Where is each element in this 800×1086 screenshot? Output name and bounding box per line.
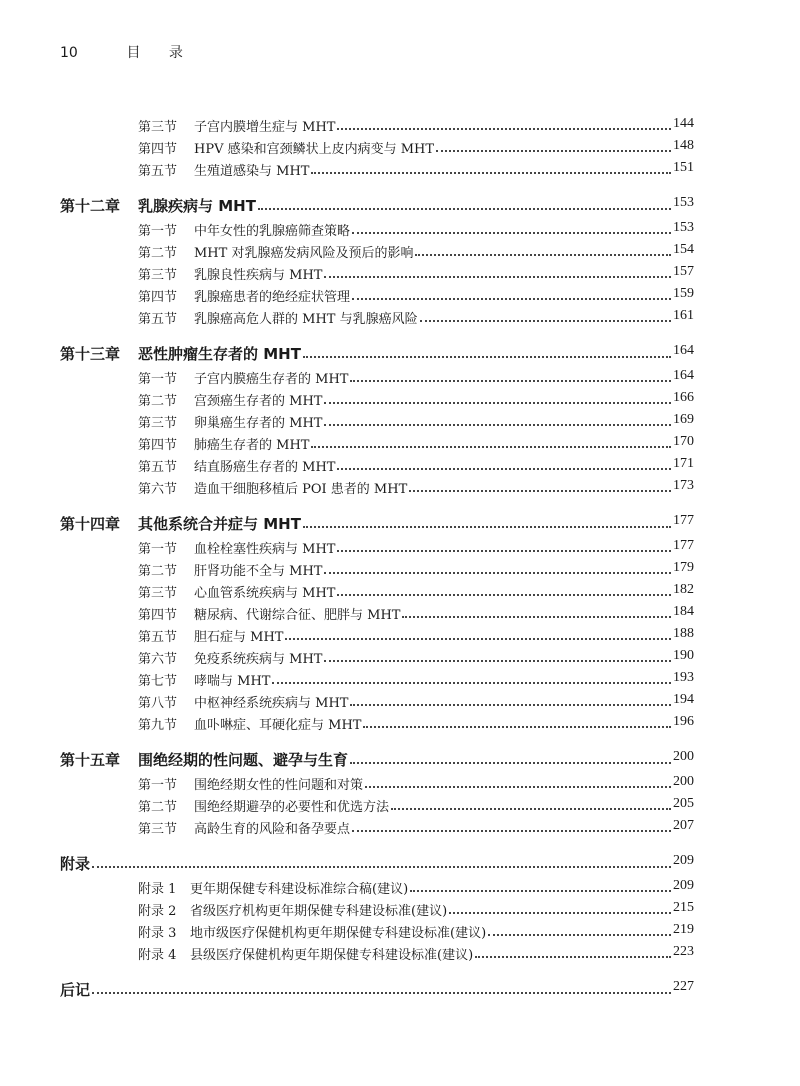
toc-section-row[interactable] [0,714,800,736]
toc-section-row[interactable] [0,648,800,670]
toc-entry-title: 围绝经期女性的性问题和对策 [194,778,364,793]
toc-leader-dots [92,866,671,868]
toc-leader-dots [352,232,671,234]
toc-leader-dots [420,320,671,322]
toc-entry-title: 围绝经期避孕的必要性和优选方法 [194,800,390,815]
toc-leader-dots [337,594,671,596]
toc-appendix-row[interactable] [0,922,800,944]
toc-leader-dots [258,208,671,210]
toc-entry-title: 更年期保健专科建设标准综合稿(建议) [190,882,409,897]
toc-section-row[interactable] [0,774,800,796]
toc-entry-title: 胆石症与 MHT [194,630,284,645]
toc-entry-label [138,670,270,689]
toc-leader-dots [337,468,671,470]
toc-page-number: 219 [673,922,694,937]
toc-section-row[interactable] [0,308,800,330]
toc-appendix-row[interactable] [0,878,800,900]
toc-page-number: 184 [673,604,694,619]
toc-entry-label [138,692,348,711]
toc-entry-label [60,343,301,364]
toc-entry-number: 第一节 [138,224,178,239]
toc-leader-dots [402,616,671,618]
toc-entry-number: 第三节 [138,268,178,283]
toc-entry-label [138,648,322,667]
toc-page-number: 190 [673,648,694,663]
toc-leader-dots [337,550,671,552]
toc-leader-dots [337,128,671,130]
toc-entry-number: 第一节 [138,778,178,793]
toc-entry-label [138,220,350,239]
toc-entry-title: 心血管系统疾病与 MHT [194,586,336,601]
page-number: 10 [60,45,78,61]
toc-page-number: 193 [673,670,694,685]
toc-entry-number: 第九节 [138,718,178,733]
toc-entry-label [138,138,434,157]
toc-entry-title: MHT 对乳腺癌发病风险及预后的影响 [194,246,414,261]
toc-entry-number: 第三节 [138,822,178,837]
toc-entry-label [138,774,363,793]
toc-entry-label [60,979,90,1000]
toc-page-number: 164 [673,343,694,358]
toc-entry-title: 结直肠癌生存者的 MHT [194,460,336,475]
toc-entry-title: 附录 [60,855,91,873]
toc-leader-dots [475,956,671,958]
toc-entry-number: 第二节 [138,800,178,815]
toc-entry-label [60,513,301,534]
toc-entry-number: 第十五章 [60,751,121,769]
toc-entry-label [138,900,447,919]
toc-section-row[interactable] [0,456,800,478]
toc-leader-dots [365,786,671,788]
toc-page-number: 159 [673,286,694,301]
toc-entry-title: 乳腺癌高危人群的 MHT 与乳腺癌风险 [194,312,418,327]
toc-page-number: 144 [673,116,694,131]
toc-entry-number: 第五节 [138,460,178,475]
toc-entry-title: 县级医疗保健机构更年期保健专科建设标准(建议) [190,948,474,963]
toc-leader-dots [303,526,671,528]
toc-entry-number: 第二节 [138,564,178,579]
toc-entry-title: 中枢神经系统疾病与 MHT [194,696,349,711]
page-title: 目 录 [126,45,195,61]
toc-leader-dots [350,380,671,382]
toc-entry-number: 第六节 [138,482,178,497]
toc-entry-label [138,538,335,557]
toc-entry-number: 第三节 [138,586,178,601]
toc-section-row[interactable] [0,478,800,500]
toc-section-row[interactable] [0,412,800,434]
toc-section-row[interactable] [0,796,800,818]
toc-section-row[interactable] [0,670,800,692]
toc-entry-number: 附录 4 [138,948,177,963]
toc-leader-dots [352,298,671,300]
toc-entry-label [138,604,400,623]
toc-entry-title: 糖尿病、代谢综合征、肥胖与 MHT [194,608,401,623]
toc-page-number: 188 [673,626,694,641]
toc-entry-number: 第七节 [138,674,178,689]
toc-entry-label [138,796,389,815]
toc-leader-dots [324,660,671,662]
toc-page-number: 209 [673,853,694,868]
toc-chapter-row[interactable] [0,979,800,1001]
toc-entry-number: 第十三章 [60,345,121,363]
toc-page-number: 148 [673,138,694,153]
toc-entry-title: 围绝经期的性问题、避孕与生育 [138,751,349,769]
toc-entry-label [60,853,90,874]
toc-leader-dots [285,638,671,640]
toc-page-number: 209 [673,878,694,893]
toc-entry-title: 生殖道感染与 MHT [194,164,310,179]
toc-entry-label [138,582,335,601]
toc-entry-title: 省级医疗机构更年期保健专科建设标准(建议) [190,904,448,919]
toc-page-number: 153 [673,220,694,235]
toc-page-number: 205 [673,796,694,811]
toc-page-number: 164 [673,368,694,383]
toc-entry-title: 乳腺癌患者的绝经症状管理 [194,290,351,305]
toc-section-row[interactable] [0,242,800,264]
toc-entry-label [138,626,283,645]
toc-entry-title: 血卟啉症、耳硬化症与 MHT [194,718,362,733]
toc-entry-label [138,160,309,179]
toc-page-number: 200 [673,749,694,764]
toc-entry-title: 其他系统合并症与 MHT [138,515,301,533]
toc-page-number: 215 [673,900,694,915]
toc-section-row[interactable] [0,368,800,390]
toc-page-number: 154 [673,242,694,257]
toc-entry-title: 造血干细胞移植后 POI 患者的 MHT [194,482,408,497]
toc-section-row[interactable] [0,560,800,582]
toc-leader-dots [488,934,671,936]
toc-leader-dots [363,726,671,728]
toc-section-row[interactable] [0,138,800,160]
toc-leader-dots [311,446,671,448]
toc-entry-label [138,456,335,475]
toc-entry-label [60,195,256,216]
toc-entry-title: 血栓栓塞性疾病与 MHT [194,542,336,557]
toc-section-row[interactable] [0,160,800,182]
toc-appendix-row[interactable] [0,944,800,966]
toc-entry-label [138,818,350,837]
toc-entry-number: 第四节 [138,438,178,453]
toc-entry-title: 高龄生育的风险和备孕要点 [194,822,351,837]
toc-leader-dots [272,682,671,684]
toc-leader-dots [324,572,671,574]
toc-entry-number: 第一节 [138,372,178,387]
toc-leader-dots [324,276,671,278]
toc-entry-label [138,116,335,135]
toc-entry-title: 后记 [60,981,91,999]
toc-page-number: 153 [673,195,694,210]
toc-entry-label [138,368,348,387]
toc-chapter-row[interactable] [0,749,800,771]
toc-entry-label [138,308,418,327]
toc-entry-label [138,390,322,409]
toc-entry-number: 第二节 [138,246,178,261]
toc-page-number: 166 [673,390,694,405]
toc-page-number: 169 [673,412,694,427]
toc-leader-dots [449,912,671,914]
toc-entry-number: 附录 3 [138,926,177,941]
toc-leader-dots [324,402,671,404]
toc-leader-dots [350,762,671,764]
toc-section-row[interactable] [0,604,800,626]
toc-entry-number: 第五节 [138,164,178,179]
toc-page-number: 177 [673,538,694,553]
toc-page-number: 223 [673,944,694,959]
toc-section-row[interactable] [0,220,800,242]
toc-section-row[interactable] [0,116,800,138]
toc-entry-number: 附录 2 [138,904,177,919]
toc-leader-dots [436,150,671,152]
toc-appendix-row[interactable] [0,900,800,922]
toc-entry-title: 宫颈癌生存者的 MHT [194,394,323,409]
toc-leader-dots [324,424,671,426]
toc-page-number: 161 [673,308,694,323]
toc-entry-number: 第五节 [138,312,178,327]
toc-entry-number: 第一节 [138,542,178,557]
page-header [60,42,195,62]
toc-page-number: 157 [673,264,694,279]
toc-page-number: 207 [673,818,694,833]
toc-entry-label [138,242,413,261]
toc-leader-dots [352,830,671,832]
toc-entry-number: 第三节 [138,120,178,135]
toc-entry-title: 子宫内膜增生症与 MHT [194,120,336,135]
toc-leader-dots [415,254,671,256]
toc-page-number: 182 [673,582,694,597]
toc-chapter-row[interactable] [0,195,800,217]
toc-section-row[interactable] [0,692,800,714]
toc-entry-title: 免疫系统疾病与 MHT [194,652,323,667]
toc-page-number: 177 [673,513,694,528]
toc-entry-title: 肝肾功能不全与 MHT [194,564,323,579]
toc-entry-title: 乳腺良性疾病与 MHT [194,268,323,283]
toc-entry-title: 恶性肿瘤生存者的 MHT [138,345,301,363]
toc-leader-dots [311,172,671,174]
toc-entry-label [138,434,309,453]
toc-leader-dots [391,808,671,810]
toc-entry-number: 第六节 [138,652,178,667]
toc-entry-number: 第十四章 [60,515,121,533]
toc-entry-title: 地市级医疗保健机构更年期保健专科建设标准(建议) [190,926,487,941]
toc-page-number: 173 [673,478,694,493]
toc-section-row[interactable] [0,434,800,456]
toc-page-number: 196 [673,714,694,729]
toc-entry-number: 第四节 [138,142,178,157]
toc-entry-number: 第八节 [138,696,178,711]
toc-entry-number: 第十二章 [60,197,121,215]
toc-section-row[interactable] [0,538,800,560]
toc-section-row[interactable] [0,286,800,308]
toc-chapter-row[interactable] [0,343,800,365]
toc-entry-label [138,922,486,941]
toc-entry-title: 子宫内膜癌生存者的 MHT [194,372,349,387]
toc-section-row[interactable] [0,390,800,412]
toc-section-row[interactable] [0,626,800,648]
toc-entry-title: 卵巢癌生存者的 MHT [194,416,323,431]
toc-entry-number: 第四节 [138,608,178,623]
toc-entry-label [138,560,322,579]
toc-page-number: 227 [673,979,694,994]
toc-entry-label [138,944,473,963]
toc-page-number: 171 [673,456,694,471]
toc-entry-number: 附录 1 [138,882,177,897]
toc-page-number: 200 [673,774,694,789]
toc-page-number: 179 [673,560,694,575]
toc-leader-dots [303,356,671,358]
toc-entry-number: 第三节 [138,416,178,431]
toc-entry-title: 肺癌生存者的 MHT [194,438,310,453]
toc-entry-label [60,749,348,770]
toc-chapter-row[interactable] [0,853,800,875]
toc-chapter-row[interactable] [0,513,800,535]
toc-entry-title: 乳腺疾病与 MHT [138,197,256,215]
toc-entry-label [138,264,322,283]
toc-leader-dots [410,890,671,892]
toc-entry-label [138,478,407,497]
toc-section-row[interactable] [0,582,800,604]
toc-page-number: 151 [673,160,694,175]
toc-entry-label [138,412,322,431]
toc-entry-label [138,286,350,305]
toc-leader-dots [350,704,671,706]
toc-entry-title: 哮喘与 MHT [194,674,271,689]
toc-section-row[interactable] [0,818,800,840]
toc-leader-dots [92,992,671,994]
toc-entry-number: 第四节 [138,290,178,305]
toc-page-number: 170 [673,434,694,449]
toc-entry-title: 中年女性的乳腺癌筛查策略 [194,224,351,239]
toc-entry-label [138,878,408,897]
toc-entry-number: 第二节 [138,394,178,409]
toc-entry-label [138,714,361,733]
toc-leader-dots [409,490,671,492]
toc-entry-title: HPV 感染和宫颈鳞状上皮内病变与 MHT [194,142,435,157]
toc-section-row[interactable] [0,264,800,286]
toc-entry-number: 第五节 [138,630,178,645]
toc-page-number: 194 [673,692,694,707]
